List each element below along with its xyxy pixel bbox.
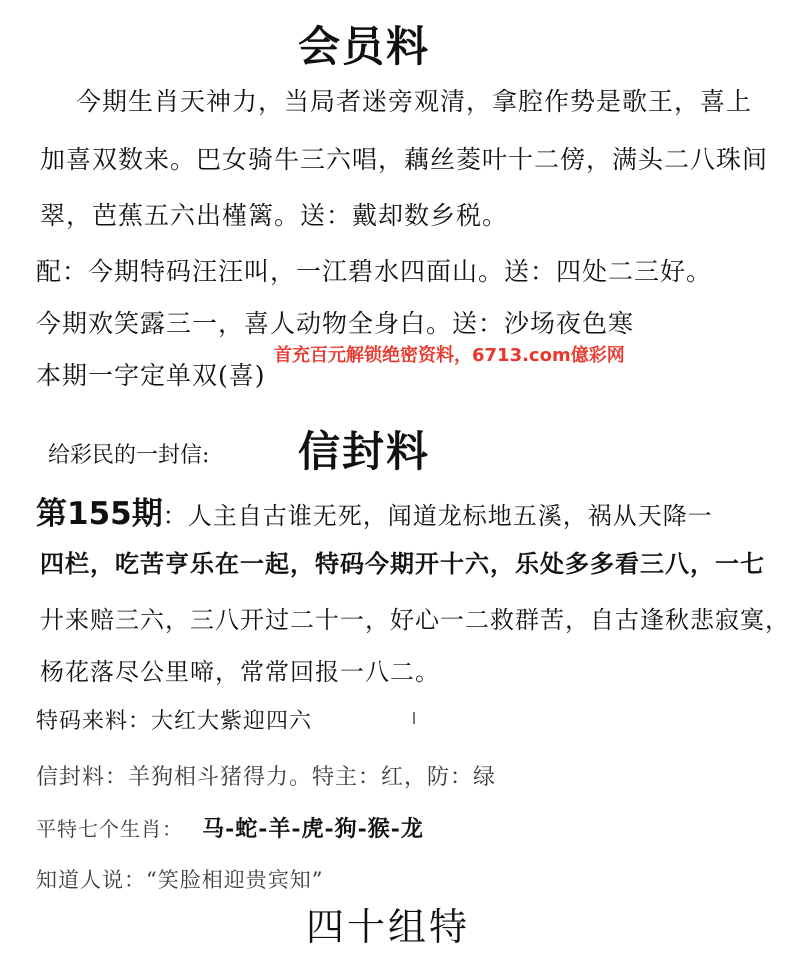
bottom-title: 四十组特 xyxy=(306,905,471,949)
watermark-ad-text: 首充百元解锁绝密资料，6713.com億彩网 xyxy=(274,345,625,366)
letter-title: 信封料 xyxy=(298,427,431,476)
zodiac-list: 马-蛇-羊-虎-狗-猴-龙 xyxy=(202,816,424,842)
member-line-4: 配：今期特码汪汪叫，一江碧水四面山。送：四处二三好。 xyxy=(36,257,713,286)
member-line-5: 今期欢笑露三一，喜人动物全身白。送：沙场夜色寒 xyxy=(36,309,635,338)
special-code-line: 特码来料：大红大紫迎四六 xyxy=(36,709,313,734)
issue-number: 第155期 xyxy=(36,496,163,532)
letter-line-2: 四栏，吃苦亨乐在一起，特码今期开十六，乐处多多看三八，一七 xyxy=(40,549,765,578)
member-title: 会员料 xyxy=(298,22,431,71)
zodiac-label: 平特七个生肖： xyxy=(36,817,183,841)
stray-mark xyxy=(413,712,415,724)
member-line-2: 加喜双数来。巴女骑牛三六唱，藕丝菱叶十二傍，满头二八珠间 xyxy=(40,145,769,174)
envelope-line: 信封料：羊狗相斗猪得力。特主：红，防：绿 xyxy=(36,765,497,790)
member-line-6: 本期一字定单双(喜) xyxy=(36,361,266,390)
letter-line-1: ：人主自古谁无死，闻道龙标地五溪，祸从天降一 xyxy=(162,502,713,530)
letter-intro: 给彩民的一封信: xyxy=(48,443,210,468)
issue-line xyxy=(36,488,713,533)
letter-line-3: 廾来赔三六，三八开过二十一，好心一二救群苦，自古逢秋悲寂寞， xyxy=(40,606,790,634)
letter-line-4: 杨花落尽公里啼，常常回报一八二。 xyxy=(40,658,440,686)
zodiac-line xyxy=(36,812,424,843)
member-line-3: 翠，芭蕉五六出槿篱。送：戴却数乡税。 xyxy=(40,201,509,230)
saying-line: 知道人说：“笑脸相迎贵宾知” xyxy=(36,868,324,892)
member-line-1: 今期生肖天神力，当局者迷旁观清，拿腔作势是歌王，喜上 xyxy=(76,87,753,116)
